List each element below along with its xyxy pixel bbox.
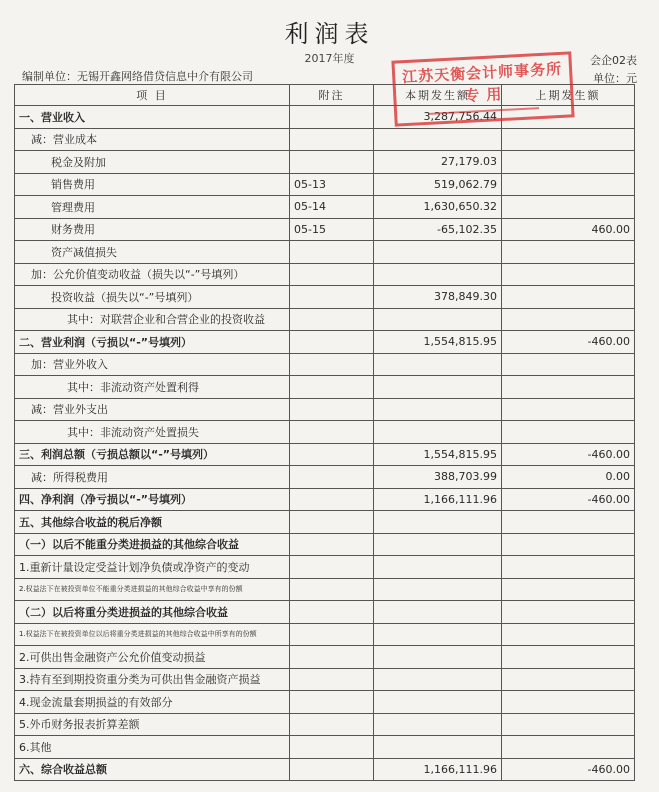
row-current-amount: [374, 713, 502, 736]
row-item-label: 1.权益法下在被投资单位以后将重分类进损益的其他综合收益中所享有的份额: [15, 623, 290, 646]
row-note: [290, 488, 374, 511]
row-item-label: 2.可供出售金融资产公允价值变动损益: [15, 646, 290, 669]
row-note: 05-13: [290, 173, 374, 196]
column-header-current: 本期发生额: [374, 85, 502, 106]
row-item-label: 加：营业外收入: [15, 353, 290, 376]
table-row: [15, 398, 635, 421]
row-note: [290, 623, 374, 646]
row-item-label: （一）以后不能重分类进损益的其他综合收益: [15, 533, 290, 556]
row-current-amount: 3,287,756.44: [374, 106, 502, 129]
table-row: [15, 376, 635, 399]
row-note: [290, 691, 374, 714]
column-header-item: 项 目: [15, 85, 290, 106]
table-row: [15, 173, 635, 196]
table-row: [15, 736, 635, 759]
row-note: [290, 533, 374, 556]
row-previous-amount: [502, 241, 635, 264]
table-row: [15, 353, 635, 376]
row-item-label: 减：营业成本: [15, 128, 290, 151]
row-item-label: 减：营业外支出: [15, 398, 290, 421]
row-note: [290, 601, 374, 624]
row-current-amount: [374, 646, 502, 669]
organization-line: 编制单位：无锡开鑫网络借贷信息中介有限公司: [22, 70, 253, 83]
row-current-amount: 388,703.99: [374, 466, 502, 489]
row-item-label: 加：公允价值变动收益（损失以“-”号填列）: [15, 263, 290, 286]
row-note: [290, 106, 374, 129]
table-row: [15, 668, 635, 691]
income-statement-table: [14, 84, 635, 781]
column-header-note: 附注: [290, 85, 374, 106]
table-row: [15, 263, 635, 286]
row-previous-amount: -460.00: [502, 443, 635, 466]
table-row: [15, 196, 635, 219]
table-row: [15, 691, 635, 714]
row-item-label: 其中：非流动资产处置损失: [15, 421, 290, 444]
row-previous-amount: [502, 646, 635, 669]
row-current-amount: 519,062.79: [374, 173, 502, 196]
row-current-amount: 378,849.30: [374, 286, 502, 309]
stamp-line1: 江苏天衡会计师事务所: [401, 59, 563, 87]
row-current-amount: [374, 398, 502, 421]
row-current-amount: [374, 128, 502, 151]
table-row: [15, 713, 635, 736]
row-current-amount: 1,630,650.32: [374, 196, 502, 219]
stamp-line2: 专 用: [463, 85, 503, 105]
table-row: [15, 511, 635, 534]
row-current-amount: [374, 511, 502, 534]
row-previous-amount: [502, 263, 635, 286]
row-previous-amount: [502, 533, 635, 556]
row-note: [290, 376, 374, 399]
row-previous-amount: [502, 353, 635, 376]
row-note: [290, 308, 374, 331]
row-previous-amount: [502, 106, 635, 129]
row-item-label: 销售费用: [15, 173, 290, 196]
row-item-label: 六、综合收益总额: [15, 758, 290, 781]
row-note: [290, 758, 374, 781]
row-item-label: 投资收益（损失以“-”号填列）: [15, 286, 290, 309]
row-item-label: 四、净利润（净亏损以“-”号填列）: [15, 488, 290, 511]
row-note: [290, 646, 374, 669]
row-previous-amount: [502, 623, 635, 646]
row-previous-amount: [502, 128, 635, 151]
row-current-amount: -65,102.35: [374, 218, 502, 241]
row-item-label: 6.其他: [15, 736, 290, 759]
row-note: [290, 398, 374, 421]
table-row: [15, 601, 635, 624]
row-previous-amount: -460.00: [502, 331, 635, 354]
table-row: [15, 286, 635, 309]
row-item-label: 5.外币财务报表折算差额: [15, 713, 290, 736]
row-note: [290, 713, 374, 736]
row-item-label: 管理费用: [15, 196, 290, 219]
row-item-label: 五、其他综合收益的税后净额: [15, 511, 290, 534]
row-previous-amount: [502, 668, 635, 691]
table-row: [15, 241, 635, 264]
row-item-label: 二、营业利润（亏损以“-”号填列）: [15, 331, 290, 354]
page-title: 利润表: [284, 20, 375, 48]
table-row: [15, 623, 635, 646]
row-item-label: 3.持有至到期投资重分类为可供出售金融资产损益: [15, 668, 290, 691]
row-current-amount: [374, 578, 502, 601]
row-note: 05-14: [290, 196, 374, 219]
row-note: [290, 151, 374, 174]
row-current-amount: [374, 421, 502, 444]
row-note: [290, 128, 374, 151]
row-item-label: 税金及附加: [15, 151, 290, 174]
row-current-amount: 1,166,111.96: [374, 488, 502, 511]
row-current-amount: [374, 556, 502, 579]
row-current-amount: [374, 241, 502, 264]
table-row: [15, 443, 635, 466]
row-previous-amount: [502, 376, 635, 399]
table-row: [15, 466, 635, 489]
row-item-label: 减：所得税费用: [15, 466, 290, 489]
row-current-amount: [374, 623, 502, 646]
row-previous-amount: -460.00: [502, 758, 635, 781]
table-row: [15, 331, 635, 354]
row-current-amount: 1,554,815.95: [374, 331, 502, 354]
row-note: [290, 443, 374, 466]
row-previous-amount: [502, 151, 635, 174]
table-row: [15, 128, 635, 151]
row-current-amount: [374, 668, 502, 691]
row-current-amount: [374, 691, 502, 714]
row-current-amount: [374, 533, 502, 556]
row-previous-amount: 460.00: [502, 218, 635, 241]
report-year: 2017年度: [304, 52, 355, 65]
row-previous-amount: [502, 713, 635, 736]
row-note: [290, 556, 374, 579]
row-item-label: 财务费用: [15, 218, 290, 241]
row-item-label: 一、营业收入: [15, 106, 290, 129]
table-row: [15, 488, 635, 511]
row-note: [290, 578, 374, 601]
row-note: [290, 668, 374, 691]
row-item-label: 其中：非流动资产处置利得: [15, 376, 290, 399]
row-note: [290, 331, 374, 354]
row-note: [290, 353, 374, 376]
row-previous-amount: [502, 308, 635, 331]
row-previous-amount: [502, 556, 635, 579]
table-row: [15, 151, 635, 174]
row-note: [290, 466, 374, 489]
row-note: [290, 286, 374, 309]
row-item-label: 资产减值损失: [15, 241, 290, 264]
row-current-amount: 1,554,815.95: [374, 443, 502, 466]
table-row: [15, 533, 635, 556]
row-item-label: 2.权益法下在被投资单位不能重分类进损益的其他综合收益中享有的份额: [15, 578, 290, 601]
row-current-amount: 1,166,111.96: [374, 758, 502, 781]
row-previous-amount: [502, 736, 635, 759]
row-current-amount: [374, 376, 502, 399]
row-previous-amount: [502, 601, 635, 624]
row-previous-amount: [502, 173, 635, 196]
table-header-row: [15, 85, 635, 106]
row-previous-amount: -460.00: [502, 488, 635, 511]
row-current-amount: 27,179.03: [374, 151, 502, 174]
row-current-amount: [374, 353, 502, 376]
row-previous-amount: [502, 511, 635, 534]
table-row: [15, 758, 635, 781]
row-note: [290, 421, 374, 444]
row-current-amount: [374, 736, 502, 759]
row-note: [290, 511, 374, 534]
table-row: [15, 106, 635, 129]
row-note: [290, 263, 374, 286]
row-item-label: 三、利润总额（亏损总额以“-”号填列）: [15, 443, 290, 466]
row-current-amount: [374, 308, 502, 331]
row-note: [290, 736, 374, 759]
row-previous-amount: [502, 398, 635, 421]
form-code: 会企02表: [590, 54, 637, 67]
row-current-amount: [374, 263, 502, 286]
table-row: [15, 308, 635, 331]
table-row: [15, 421, 635, 444]
row-previous-amount: [502, 421, 635, 444]
row-previous-amount: [502, 286, 635, 309]
row-item-label: 其中：对联营企业和合营企业的投资收益: [15, 308, 290, 331]
row-item-label: 1.重新计量设定受益计划净负债或净资产的变动: [15, 556, 290, 579]
row-item-label: （二）以后将重分类进损益的其他综合收益: [15, 601, 290, 624]
row-previous-amount: 0.00: [502, 466, 635, 489]
row-previous-amount: [502, 578, 635, 601]
table-row: [15, 578, 635, 601]
row-previous-amount: [502, 196, 635, 219]
row-item-label: 4.现金流量套期损益的有效部分: [15, 691, 290, 714]
column-header-previous: 上期发生额: [502, 85, 635, 106]
unit-line: 单位：元: [593, 72, 637, 85]
table-row: [15, 556, 635, 579]
row-previous-amount: [502, 691, 635, 714]
row-current-amount: [374, 601, 502, 624]
table-row: [15, 646, 635, 669]
row-note: 05-15: [290, 218, 374, 241]
row-note: [290, 241, 374, 264]
table-row: [15, 218, 635, 241]
